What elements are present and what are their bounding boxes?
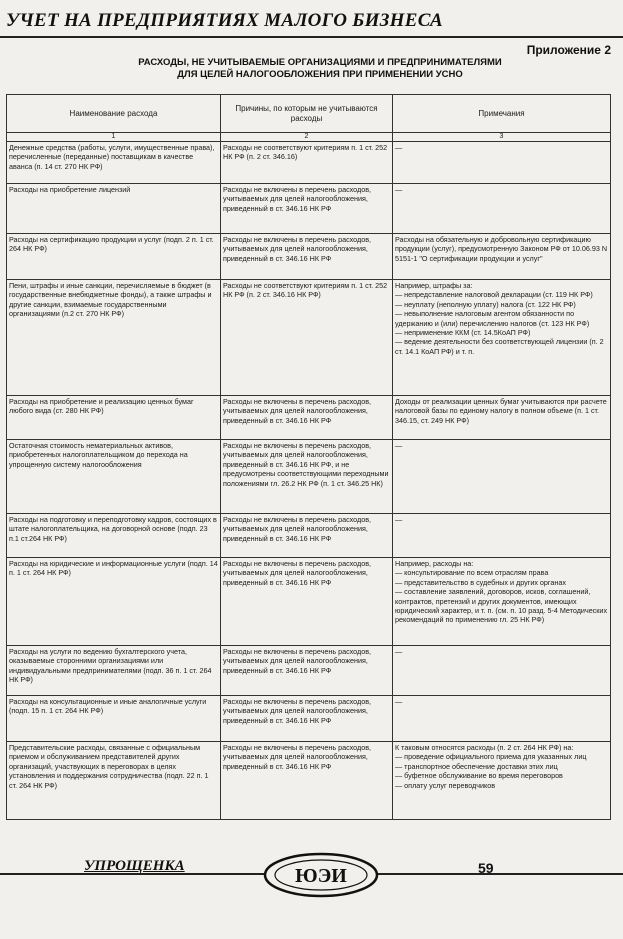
logo-text: ЮЭИ xyxy=(295,865,347,887)
table-row xyxy=(7,742,611,820)
note: — xyxy=(393,440,611,514)
exclusion-reason: Расходы не соответствуют критериям п. 1 ст. 252 НК РФ (п. 2 ст. 346.16 НК РФ) xyxy=(221,280,393,396)
note: Например, штрафы за: — непредставление налоговой декларации (ст. 119 НК РФ) — неуплату (неполную уплату) налога (ст. 122 НК РФ) — невыполнение налоговым агентом обязанности по удержанию и (или) перечислению налогов (ст. 123 НК РФ) — неприменение ККМ (ст. 14.5КоАП РФ) — ведение деятельности без соответствующей лицензии (п. 2 ст. 14.1 КоАП РФ) и т. п. xyxy=(393,280,611,396)
table-row xyxy=(7,280,611,396)
note: — xyxy=(393,142,611,184)
exclusion-reason: Расходы не включены в перечень расходов, учитываемых для целей налогообложения, приведенный в ст. 346.16 НК РФ xyxy=(221,514,393,558)
note: — xyxy=(393,696,611,742)
expenses-table xyxy=(6,94,611,820)
expense-name: Расходы на подготовку и переподготовку кадров, состоящих в штате налогоплательщика, на договорной основе (подп. 23 п.1 ст.264 НК РФ) xyxy=(7,514,221,558)
expense-name: Денежные средства (работы, услуги, имущественные права), перечисленные (переданные) поставщикам в качестве аванса (п. 14 ст. 270 НК РФ) xyxy=(7,142,221,184)
table-row xyxy=(7,142,611,184)
table-row xyxy=(7,234,611,280)
expense-name: Расходы на сертификацию продукции и услуг (подп. 2 п. 1 ст. 264 НК РФ) xyxy=(7,234,221,280)
column-number: 3 xyxy=(393,133,611,142)
column-number-row xyxy=(7,133,611,142)
appendix-label: Приложение 2 xyxy=(526,43,611,57)
table-row xyxy=(7,440,611,514)
column-number: 2 xyxy=(221,133,393,142)
document-title-line-2: ДЛЯ ЦЕЛЕЙ НАЛОГООБЛОЖЕНИЯ ПРИ ПРИМЕНЕНИИ УСНО xyxy=(177,69,463,80)
footer-brand: УПРОЩЕНКА xyxy=(84,858,185,874)
column-header-reason: Причины, по которым не учитываются расходы xyxy=(221,95,393,133)
table-header-row xyxy=(7,95,611,133)
column-header-notes: Примечания xyxy=(393,95,611,133)
table-row xyxy=(7,514,611,558)
exclusion-reason: Расходы не включены в перечень расходов, учитываемых для целей налогообложения, приведенный в ст. 346.16 НК РФ xyxy=(221,396,393,440)
expense-name: Остаточная стоимость нематериальных активов, приобретенных налогоплательщиком до перехода на упрощенную систему налогообложения xyxy=(7,440,221,514)
expense-name: Расходы на юридические и информационные услуги (подп. 14 п. 1 ст. 264 НК РФ) xyxy=(7,558,221,646)
column-header-name: Наименование расхода xyxy=(7,95,221,133)
note: Например, расходы на: — консультирование по всем отраслям права — представительство в судебных и других органах — составление заявлений, договоров, исков, соглашений, контрактов, претензий и других документов, имеющих юридический характер, и т. п. (см. п. 10 разд. 5-4 Методических рекомендаций по применению гл. 25 НК РФ) xyxy=(393,558,611,646)
expense-name: Расходы на приобретение лицензий xyxy=(7,184,221,234)
note: — xyxy=(393,646,611,696)
journal-title: УЧЕТ НА ПРЕДПРИЯТИЯХ МАЛОГО БИЗНЕСА xyxy=(6,10,443,31)
table-row xyxy=(7,396,611,440)
table-row xyxy=(7,646,611,696)
note: Расходы на обязательную и добровольную сертификацию продукции (услуг), предусмотренную Законом РФ от 10.06.93 N 5151-1 "О сертификации продукции и услуг" xyxy=(393,234,611,280)
table-row xyxy=(7,558,611,646)
document-title-line-1: РАСХОДЫ, НЕ УЧИТЫВАЕМЫЕ ОРГАНИЗАЦИЯМИ И ПРЕДПРИНИМАТЕЛЯМИ xyxy=(138,57,502,68)
document-title xyxy=(70,57,570,81)
expense-name: Расходы на приобретение и реализацию ценных бумаг любого вида (ст. 280 НК РФ) xyxy=(7,396,221,440)
exclusion-reason: Расходы не включены в перечень расходов, учитываемых для целей налогообложения, приведенный в ст. 346.16 НК РФ, и не предусмотрены соответствующими переходными положениями гл. 26.2 НК РФ (п. 1 ст. 346.25 НК) xyxy=(221,440,393,514)
page-number: 59 xyxy=(478,860,494,876)
note: — xyxy=(393,184,611,234)
exclusion-reason: Расходы не включены в перечень расходов, учитываемых для целей налогообложения, приведенный в ст. 346.16 НК РФ xyxy=(221,646,393,696)
expense-name: Расходы на услуги по ведению бухгалтерского учета, оказываемые сторонними организациями или индивидуальными предпринимателями (подп. 36 п. 1 ст. 264 НК РФ) xyxy=(7,646,221,696)
table-row xyxy=(7,184,611,234)
exclusion-reason: Расходы не включены в перечень расходов, учитываемых для целей налогообложения, приведенный в ст. 346.16 НК РФ xyxy=(221,742,393,820)
column-number: 1 xyxy=(7,133,221,142)
table-row xyxy=(7,696,611,742)
exclusion-reason: Расходы не соответствуют критериям п. 1 ст. 252 НК РФ (п. 2 ст. 346.16) xyxy=(221,142,393,184)
exclusion-reason: Расходы не включены в перечень расходов, учитываемых для целей налогообложения, приведенный в ст. 346.16 НК РФ xyxy=(221,234,393,280)
note: К таковым относятся расходы (п. 2 ст. 264 НК РФ) на: — проведение официального приема для указанных лиц — транспортное обеспечение доставки этих лиц — буфетное обслуживание во время переговоров — оплату услуг переводчиков xyxy=(393,742,611,820)
publisher-logo xyxy=(262,851,380,899)
expense-name: Расходы на консультационные и иные аналогичные услуги (подп. 15 п. 1 ст. 264 НК РФ) xyxy=(7,696,221,742)
note: Доходы от реализации ценных бумаг учитываются при расчете налоговой базы по единому налогу в полном объеме (п. 1 ст. 346.15, ст. 249 НК РФ) xyxy=(393,396,611,440)
exclusion-reason: Расходы не включены в перечень расходов, учитываемых для целей налогообложения, приведенный в ст. 346.16 НК РФ xyxy=(221,558,393,646)
exclusion-reason: Расходы не включены в перечень расходов, учитываемых для целей налогообложения, приведенный в ст. 346.16 НК РФ xyxy=(221,184,393,234)
exclusion-reason: Расходы не включены в перечень расходов, учитываемых для целей налогообложения, приведенный в ст. 346.16 НК РФ xyxy=(221,696,393,742)
note: — xyxy=(393,514,611,558)
expense-name: Пени, штрафы и иные санкции, перечисляемые в бюджет (в государственные внебюджетные фонды), а также штрафы и другие санкции, взимаемые государственными организациями (п.2 ст. 270 НК РФ) xyxy=(7,280,221,396)
expense-name: Представительские расходы, связанные с официальным приемом и обслуживанием представителей других организаций, участвующих в переговорах в целях установления и поддержания сотрудничества (подп. 22 п. 1 ст. 264 НК РФ) xyxy=(7,742,221,820)
header-rule xyxy=(0,36,623,38)
